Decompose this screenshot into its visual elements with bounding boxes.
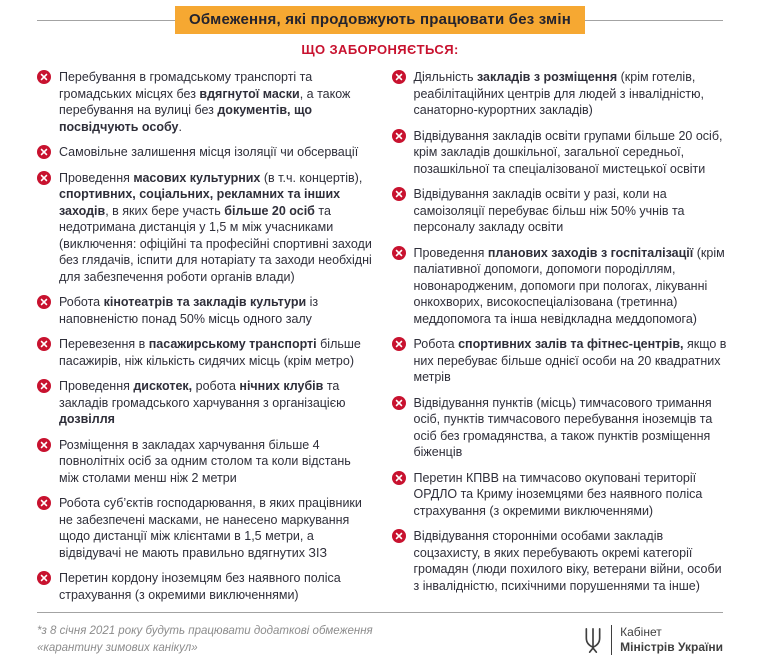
x-circle-icon [392, 70, 406, 84]
restriction-item [392, 69, 729, 119]
x-circle-icon [37, 496, 51, 510]
restriction-item [37, 378, 374, 428]
restriction-item [37, 69, 374, 135]
restrictions-column-right [392, 69, 729, 612]
restriction-text: Відвідування пунктів (місць) тимчасового тримання осіб, пунктів тимчасового перебування іноземців та осіб без громадянства, а також пунктів розміщення біженців [413, 395, 713, 459]
x-circle-icon [392, 129, 406, 143]
restriction-item [392, 528, 729, 594]
restriction-text: Розміщення в закладах харчування більше 4 повнолітніх осіб за одним столом та коли відстань між столами менш ніж 2 метри [59, 437, 351, 485]
x-circle-icon [392, 187, 406, 201]
restriction-item [392, 245, 729, 328]
restriction-text: Відвідування закладів освіти групами більше 20 осіб, крім закладів дошкільної, загальної середньої, позашкільної та спеціалізованої мистецької освіти [413, 128, 723, 176]
header [0, 0, 760, 57]
tryzub-icon [583, 627, 603, 654]
restriction-item [392, 336, 729, 386]
x-circle-icon [37, 295, 51, 309]
page-title: Обмеження, які продовжують працювати без змін [175, 6, 585, 34]
x-circle-icon [37, 438, 51, 452]
x-circle-icon [392, 529, 406, 543]
restriction-item [37, 570, 374, 603]
restriction-text: Робота суб’єктів господарювання, в яких працівники не забезпечені масками, не нанесено маркування щодо дистанції між клієнтами в 1,5 метри, а відвідувачі не мають правильно вдягнутих ЗІЗ [59, 496, 362, 560]
title-row [37, 6, 723, 34]
restriction-text: Проведення масових культурних (в т.ч. концертів), спортивних, соціальних, рекламних та інших заходів, в яких бере участь більше 20 осіб та недотримана дистанція у 1,5 м між учасниками (виключення: офіційні та професійні спортивні заходи без глядачів, іспити для нотаріату та заходи необхідні для забезпечення роботи органів влади) [59, 170, 372, 284]
left-divider-line [37, 20, 175, 21]
x-circle-icon [37, 70, 51, 84]
restriction-text: Перетин кордону іноземцям без наявного поліса страхування (з окремими виключеннями) [59, 571, 341, 602]
x-circle-icon [37, 571, 51, 585]
restriction-item [37, 437, 374, 487]
x-circle-icon [37, 337, 51, 351]
footnote: *з 8 січня 2021 року будуть працювати додаткові обмеження «карантину зимових канікул» [37, 625, 373, 655]
restriction-item [37, 294, 374, 327]
logo-line1: Кабінет [620, 625, 662, 639]
restriction-text: Діяльність закладів з розміщення (крім готелів, реабілітаційних центрів для людей з інвалідністю, санаторно-курортних закладів) [413, 70, 704, 117]
restriction-text: Проведення дискотек, робота нічних клубів та закладів громадського харчування з організацією дозвілля [59, 379, 346, 426]
restriction-text: Робота спортивних залів та фітнес-центрів, якщо в них перебуває більше однієї особи на 20 квадратних метрів [413, 337, 727, 384]
restriction-text: Робота кінотеатрів та закладів культури із наповненістю понад 50% місць одного залу [59, 295, 319, 326]
x-circle-icon [37, 379, 51, 393]
restriction-item [392, 186, 729, 236]
x-circle-icon [392, 246, 406, 260]
x-circle-icon [37, 171, 51, 185]
logo-text [620, 625, 723, 655]
restriction-text: Перебування в громадському транспорті та громадських місцях без вдягнутої маски, а також перебування на вулиці без документів, що посвідчують особу. [59, 70, 351, 134]
x-circle-icon [392, 396, 406, 410]
x-circle-icon [392, 471, 406, 485]
subtitle: ЩО ЗАБОРОНЯЄТЬСЯ: [301, 42, 459, 57]
restriction-item [392, 395, 729, 461]
government-logo [583, 625, 723, 655]
footer [37, 612, 723, 670]
restriction-text: Відвідування сторонніми особами закладів соцзахисту, в яких перебувають окремі категорії громадян (люди похилого віку, ветерани війни, особи з інвалідністю, психічними порушеннями та інше) [413, 529, 722, 593]
restriction-text: Перевезення в пасажирському транспорті більше пасажирів, ніж кількість сидячих місць (крім метро) [59, 337, 361, 368]
restrictions-column-left [37, 69, 374, 612]
restriction-text: Перетин КПВВ на тимчасово окуповані території ОРДЛО та Криму іноземцями без наявного поліса страхування (з окремими виключеннями) [413, 470, 703, 518]
restriction-item [37, 336, 374, 369]
restriction-item [37, 170, 374, 286]
right-divider-line [585, 20, 723, 21]
restriction-item [37, 495, 374, 561]
x-circle-icon [392, 337, 406, 351]
restrictions-list [0, 57, 760, 612]
restriction-item [37, 144, 374, 161]
restriction-text: Самовільне залишення місця ізоляції чи обсервації [59, 145, 359, 159]
restriction-item [392, 128, 729, 178]
restriction-text: Відвідування закладів освіти у разі, коли на самоізоляції перебуває більш ніж 50% учнів та персоналу закладу освіти [413, 187, 685, 234]
restriction-text: Проведення планових заходів з госпіталізації (крім паліативної допомоги, допомоги породіллям, новонародженим, допомоги при пологах, лікуванні онкохворих, високоспеціалізована (третинна) меддопомога та інша невідкладна меддопомога) [413, 245, 725, 326]
restriction-item [392, 470, 729, 520]
logo-line2: Міністрів України [620, 640, 723, 654]
x-circle-icon [37, 145, 51, 159]
logo-divider [611, 625, 612, 655]
